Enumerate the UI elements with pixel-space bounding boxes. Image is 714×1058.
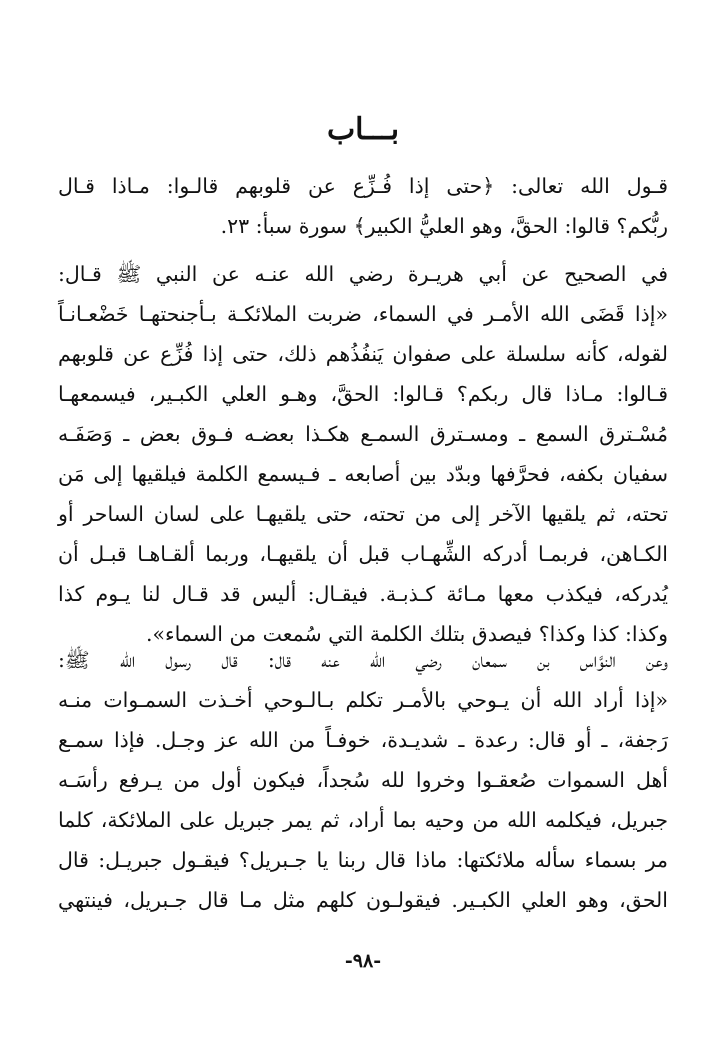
text-line: الحق، وهو العلي الكبـير. فيقولـون كلهم مثل مـا قال جـبريل، فينتهي xyxy=(58,888,668,912)
paragraph-hadith-abu-hurairah xyxy=(58,254,668,654)
text-line: جبريل، فيكلمه الله من وحيه بما أراد، ثم يمر جبريل على الملائكة، كلما xyxy=(58,808,668,832)
chapter-heading: بـــاب xyxy=(326,112,400,147)
text-line: رَجفة، ـ أو قال: رعدة ـ شديـدة، خوفـاً من الله عز وجـل. فإذا سمـع xyxy=(58,728,668,752)
text-line: تحته، ثم يلقيها الآخر إلى من تحته، حتى يلقيهـا على لسان الساحر أو xyxy=(58,502,668,526)
text-line: الكـاهن، فربمـا أدركه الشِّهـاب قبل أن يلقيهـا، وربما ألقـاهـا قبـل أن xyxy=(58,542,668,566)
text-line: «إذا أراد الله أن يـوحي بالأمـر تكلم بـالـوحي أخـذت السمـوات منـه xyxy=(58,688,668,712)
text-line: لقوله، كأنه سلسلة على صفوان يَنفُذُهم ذلك، حتى إذا فُزِّع عن قلوبهم xyxy=(58,342,668,366)
text-line: مُسْـترق السمع ـ ومسـترق السمـع هكـذا بعضـه فـوق بعض ـ وَصَفَـه xyxy=(58,422,668,446)
text-line: في الصحيح عن أبي هريـرة رضي الله عنـه عن النبي ﷺ قـال: xyxy=(58,262,668,286)
text-line: سفيان بكفه، فحرَّفها وبدّد بين أصابعه ـ فـيسمع الكلمة فيلقيها إلى مَن xyxy=(58,462,668,486)
text-line: أهل السموات صُعقـوا وخروا لله سُجداً، فيكون أول من يـرفع رأسَـه xyxy=(58,768,668,792)
text-line: وعن النوَّاس بن سمعان رضي الله عنه قال: قال رسول الله ﷺ: xyxy=(58,648,668,672)
text-line: مر بسماء سأله ملائكتها: ماذا قال ربنا يا جـبريل؟ فيقـول جبريـل: قال xyxy=(58,848,668,872)
text-line: ربُّكم؟ قالوا: الحقَّ، وهو العليُّ الكبير﴾ سورة سبأ: ٢٣. xyxy=(220,214,668,238)
document-page xyxy=(58,0,668,1058)
text-line: وكذا: كذا وكذا؟ فيصدق بتلك الكلمة التي سُمعت من السماء». xyxy=(145,622,668,646)
text-line: يُدركه، فيكذب معها مـائة كـذبـة. فيقـال: أليس قد قـال لنا يـوم كذا xyxy=(58,582,668,606)
text-line: «إذا قَضَى الله الأمـر في السماء، ضربت الملائكـة بـأجنحتهـا خَضْعـانـاً xyxy=(58,302,668,326)
text-line: قـول الله تعالى: ﴿حتى إذا فُـزِّع عن قلوبهم قالـوا: مـاذا قـال xyxy=(58,174,668,198)
paragraph-hadith-nawwas xyxy=(58,640,668,920)
text-line: قـالوا: مـاذا قال ربكم؟ قـالوا: الحقَّ، وهـو العلي الكبـير، فيسمعهـا xyxy=(58,382,668,406)
paragraph-quran-verse xyxy=(58,166,668,246)
page-number: -٩٨- xyxy=(344,950,382,972)
